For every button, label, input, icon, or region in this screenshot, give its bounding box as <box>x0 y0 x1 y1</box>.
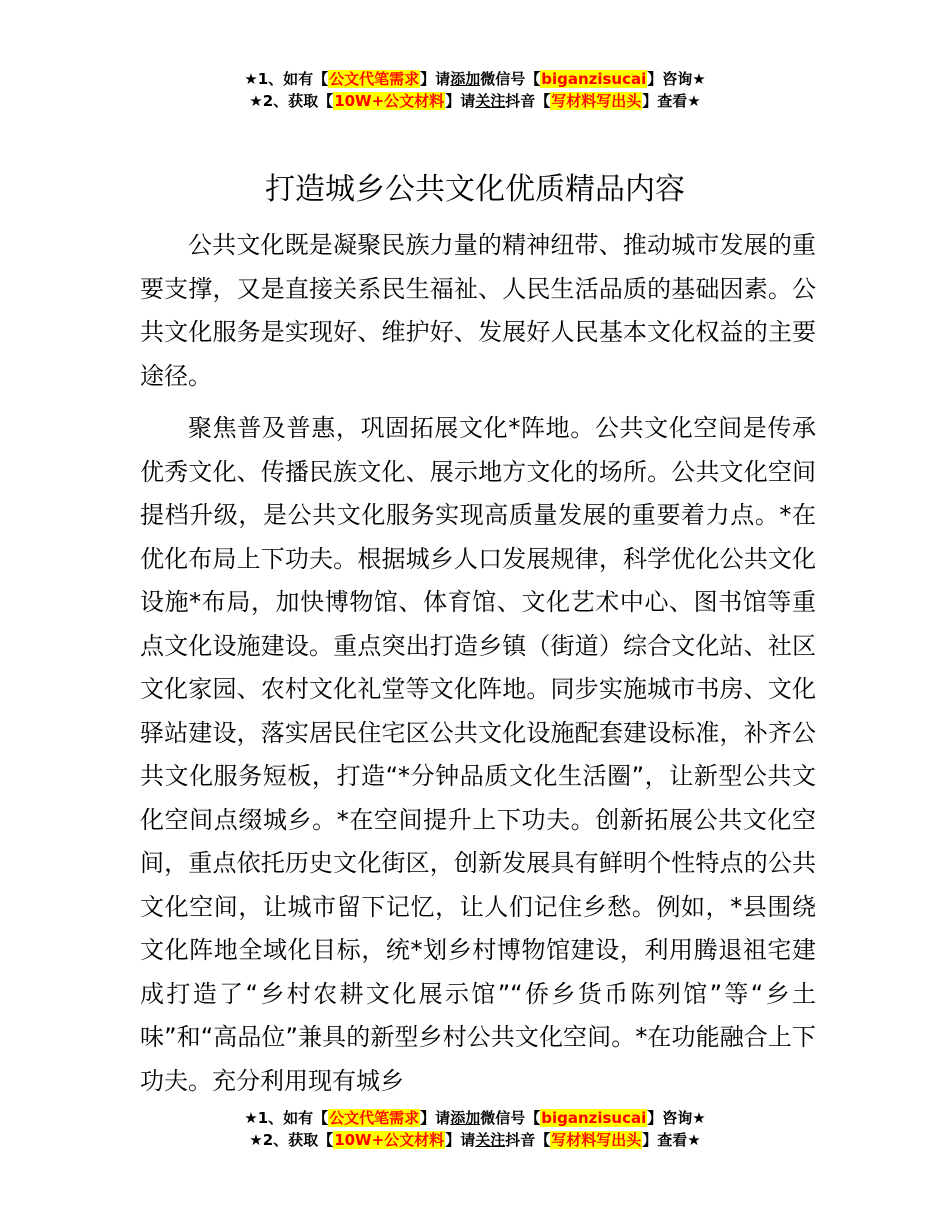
banner-text: 】请 <box>420 70 451 88</box>
banner-underline-text: 关注 <box>475 92 506 110</box>
banner-text: 】请 <box>445 1131 476 1149</box>
header-banner <box>0 68 950 112</box>
banner-text: 】咨询★ <box>647 1109 706 1127</box>
banner-text: ★1、如有【 <box>244 70 329 88</box>
banner-line-1 <box>0 68 950 90</box>
banner-text: 微信号【 <box>480 1109 541 1127</box>
document-title: 打造城乡公共文化优质精品内容 <box>265 172 685 207</box>
banner-highlight: 公文代笔需求 <box>329 1109 420 1127</box>
banner-line-1 <box>0 1107 950 1129</box>
banner-text: 微信号【 <box>480 70 541 88</box>
footer-banner <box>0 1107 950 1151</box>
banner-text: ★2、获取【 <box>249 1131 334 1149</box>
banner-douyin-account: 写材料写出头 <box>551 92 642 110</box>
paragraph-1: 公共文化既是凝聚民族力量的精神纽带、推动城市发展的重要支撑，又是直接关系民生福祉、人民生活品质的基础因素。公共文化服务是实现好、维护好、发展好人民基本文化权益的主要途径。 <box>140 231 816 390</box>
banner-highlight: 10W+公文材料 <box>334 92 445 110</box>
banner-text: ★2、获取【 <box>249 92 334 110</box>
banner-wechat-id: biganzisucai <box>541 70 647 88</box>
banner-underline-text: 关注 <box>475 1131 506 1149</box>
banner-text: 抖音【 <box>505 92 551 110</box>
banner-text: 】查看★ <box>642 1131 701 1149</box>
banner-wechat-id: biganzisucai <box>541 1109 647 1127</box>
banner-line-2 <box>0 90 950 112</box>
banner-douyin-account: 写材料写出头 <box>551 1131 642 1149</box>
banner-line-2 <box>0 1129 950 1151</box>
banner-text: 】咨询★ <box>647 70 706 88</box>
banner-text: 】查看★ <box>642 92 701 110</box>
banner-text: 】请 <box>420 1109 451 1127</box>
banner-underline-text: 添加 <box>450 70 481 88</box>
paragraph-2: 聚焦普及普惠，巩固拓展文化*阵地。公共文化空间是传承优秀文化、传播民族文化、展示地方文化的场所。公共文化空间提档升级，是公共文化服务实现高质量发展的重要着力点。*在优化布局上下功夫。根据城乡人口发展规律，科学优化公共文化设施*布局，加快博物馆、体育馆、文化艺术中心、图书馆等重点文化设施建设。重点突出打造乡镇（街道）综合文化站、社区文化家园、农村文化礼堂等文化阵地。同步实施城市书房、文化驿站建设，落实居民住宅区公共文化设施配套建设标准，补齐公共文化服务短板，打造“*分钟品质文化生活圈”，让新型公共文化空间点缀城乡。*在空间提升上下功夫。创新拓展公共文化空间，重点依托历史文化街区，创新发展具有鲜明个性特点的公共文化空间，让城市留下记忆，让人们记住乡愁。例如，*县围绕文化阵地全域化目标，统*划乡村博物馆建设，利用腾退祖宅建成打造了“乡村农耕文化展示馆”“侨乡货币陈列馆”等“乡土味”和“高品位”兼具的新型乡村公共文化空间。*在功能融合上下功夫。充分利用现有城乡 <box>140 414 816 1095</box>
banner-highlight: 公文代笔需求 <box>329 70 420 88</box>
banner-underline-text: 添加 <box>450 1109 481 1127</box>
banner-text: 抖音【 <box>505 1131 551 1149</box>
banner-text: 】请 <box>445 92 476 110</box>
banner-highlight: 10W+公文材料 <box>334 1131 445 1149</box>
banner-text: ★1、如有【 <box>244 1109 329 1127</box>
document-body <box>140 224 816 1103</box>
